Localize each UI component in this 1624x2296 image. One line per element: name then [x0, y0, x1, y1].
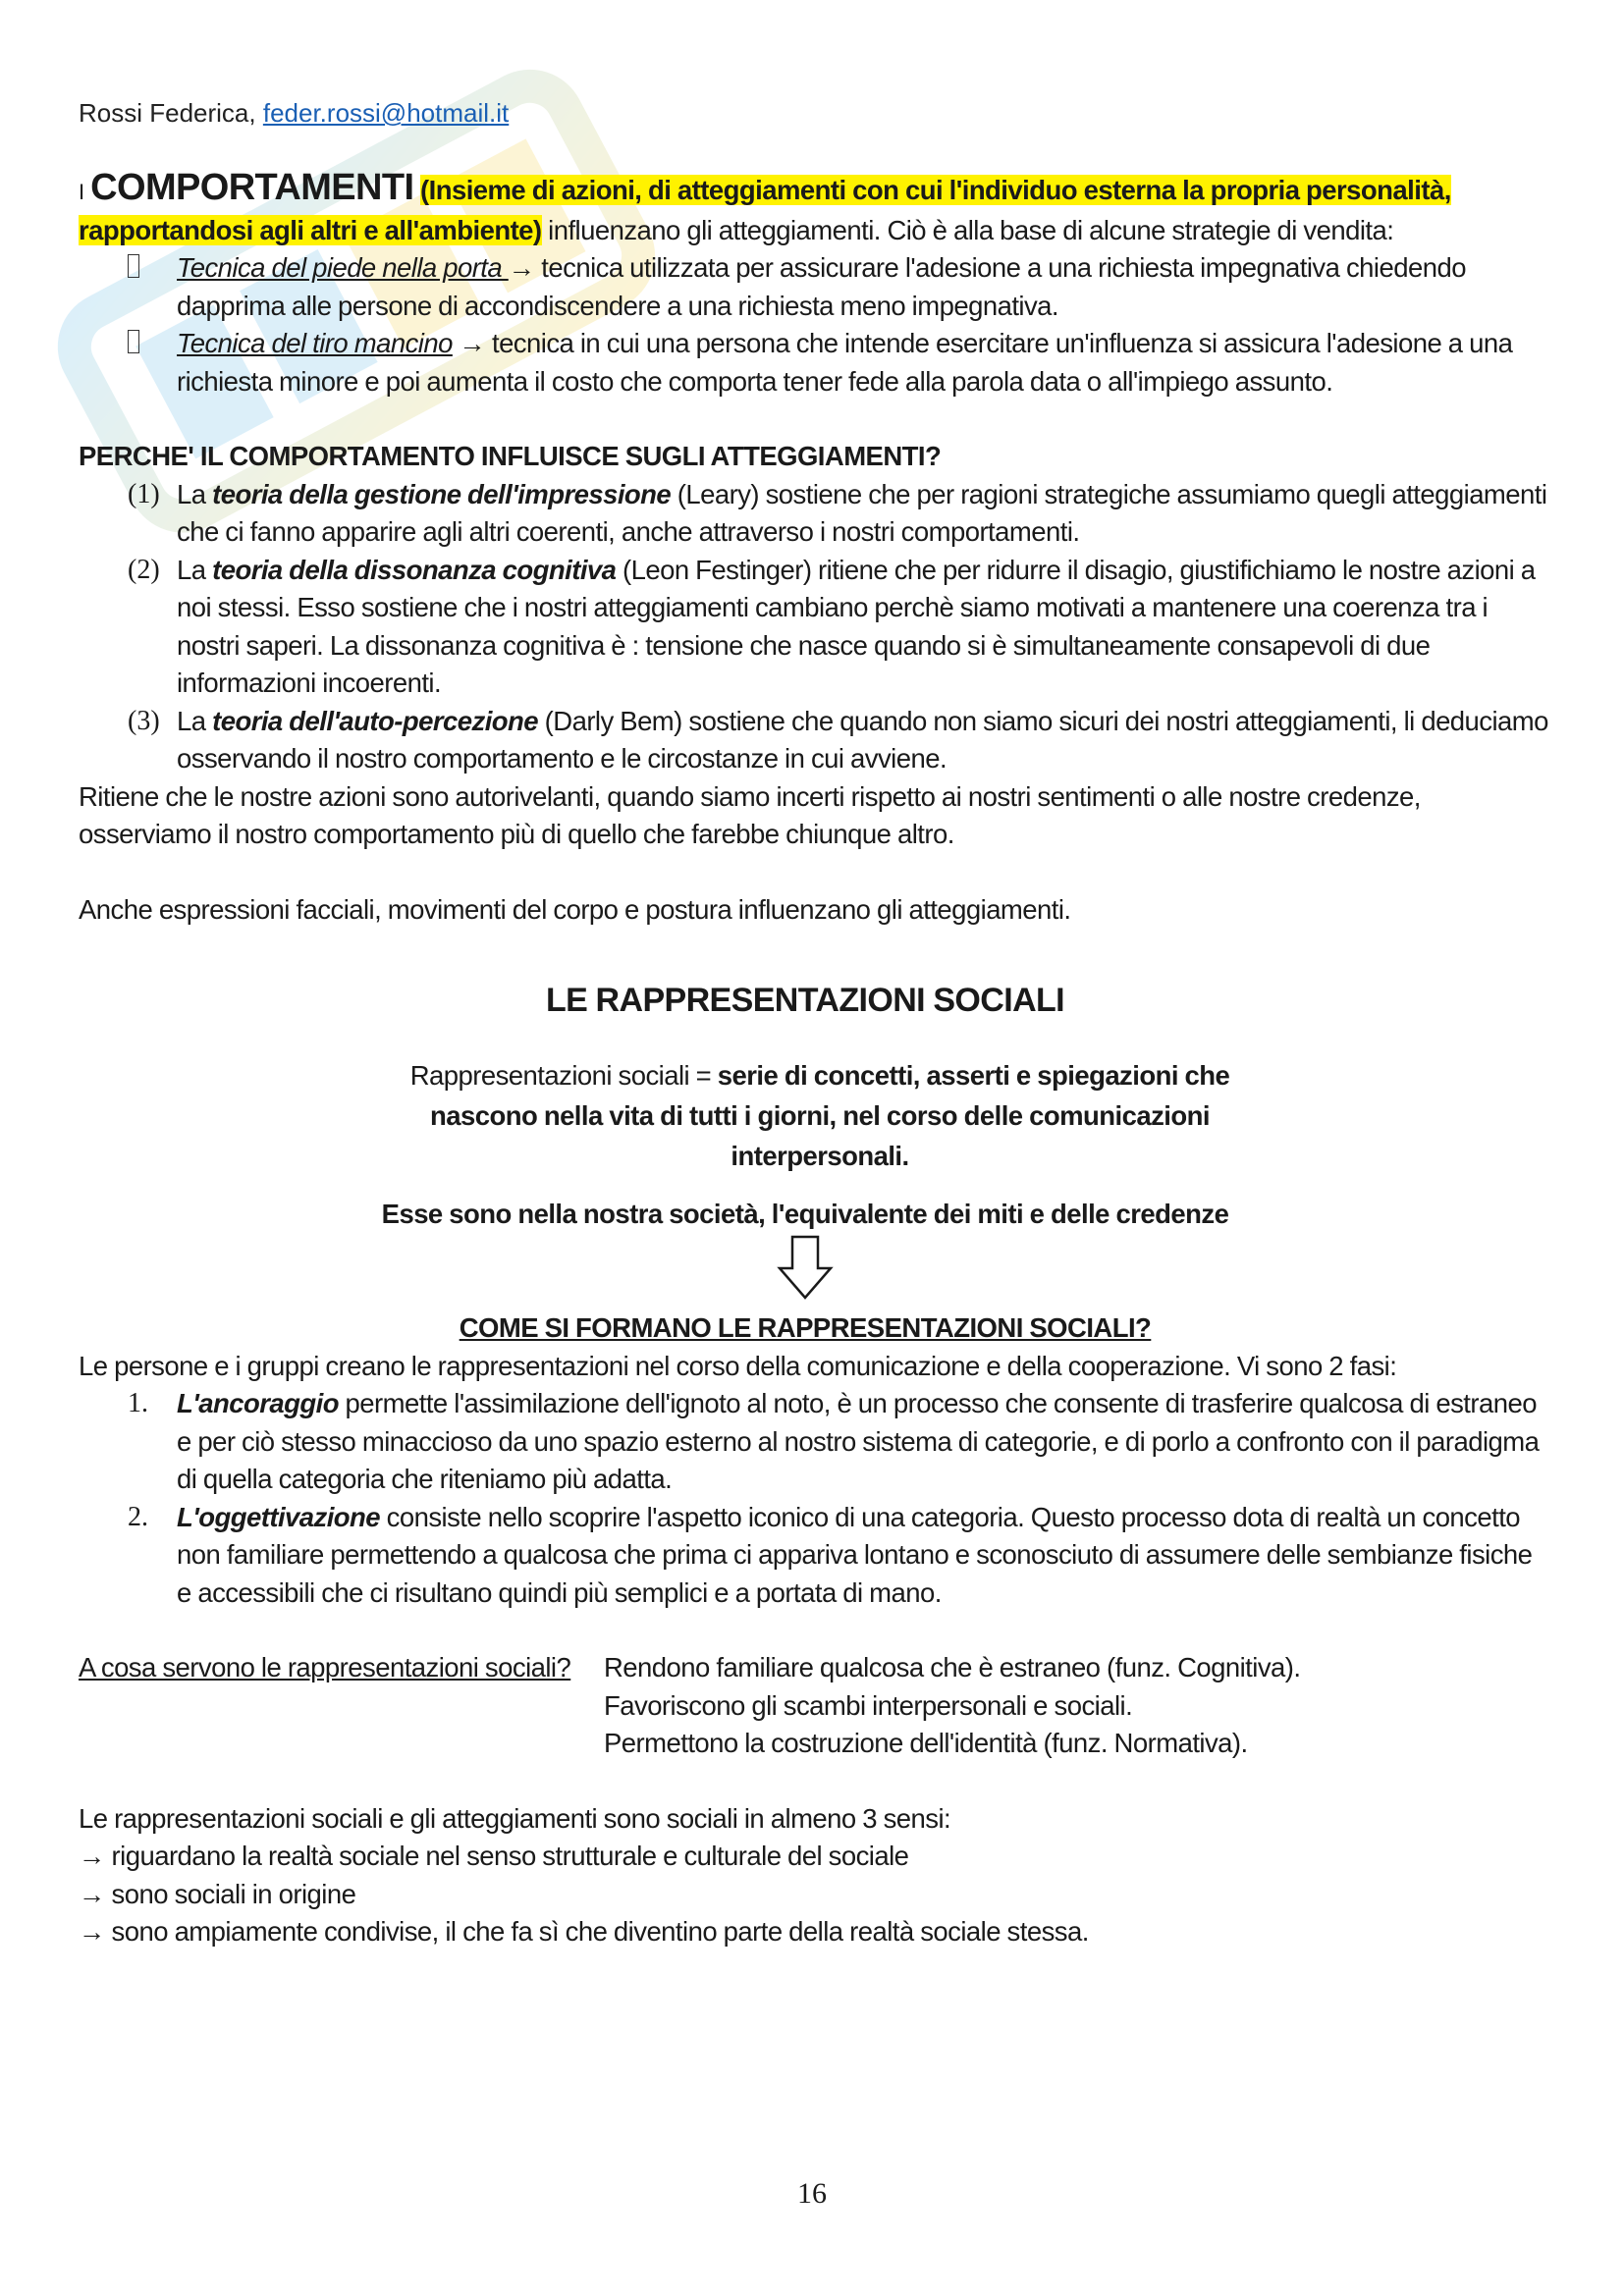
page-content — [79, 169, 1551, 1951]
why-also: Anche espressioni facciali, movimenti del corpo e postura influenzano gli atteggiamenti. — [79, 893, 1071, 925]
social-equivalent: Esse sono nella nostra società, l'equivalente dei miti e delle credenze — [381, 1198, 1229, 1229]
section-title: LE RAPPRESENTAZIONI SOCIALI — [545, 982, 1065, 1019]
theory-name: teoria dell'auto-percezione — [212, 705, 539, 736]
lead-mark: I — [79, 180, 84, 204]
list-item — [79, 1499, 1551, 1613]
definition-text: serie di concetti, asserti e spiegazioni che nascono nella vita di tutti i giorni, nel corso delle comunicazioni interpersonali. — [430, 1059, 1230, 1171]
senses-intro: Le rappresentazioni sociali e gli atteggiamenti sono sociali in almeno 3 sensi: — [79, 1802, 951, 1834]
bullet-box-icon — [128, 330, 139, 353]
theory-prefix: La — [177, 478, 213, 509]
phase-name: L'oggettivazione — [177, 1501, 381, 1532]
list-item — [79, 552, 1551, 703]
technique-name: Tecnica del tiro mancino — [177, 328, 453, 358]
purpose-item: Favoriscono gli scambi interpersonali e sociali. — [604, 1689, 1133, 1721]
page-number: 16 — [797, 2177, 827, 2210]
phase-name: L'ancoraggio — [177, 1388, 339, 1418]
phase-text: consiste nello scoprire l'aspetto iconico di una categoria. Questo processo dota di realtà un concetto non familiare permettendo a qualcosa che prima ci appariva lontano e sconosciuto di assumere delle sembianze fisiche e accessibili che ci risultano quindi più semplici e a portata di mano. — [177, 1501, 1533, 1608]
theory-number: (2) — [128, 554, 160, 585]
list-item — [79, 249, 1551, 325]
purpose-question: A cosa servono le rappresentazioni sociali? — [79, 1652, 571, 1682]
comportamenti-definition: (Insieme di azioni, di atteggiamenti con cui l'individuo esterna la propria personalità, rapportandosi agli altri e all'ambiente) — [79, 175, 1451, 245]
why-after: Ritiene che le nostre azioni sono autorivelanti, quando siamo incerti rispetto ai nostri sentimenti o alle nostre credenze, osserviamo il nostro comportamento più di quello che farebbe chiunque altro. — [79, 780, 1421, 849]
spacer — [79, 854, 1551, 891]
why-title — [79, 438, 1551, 476]
techniques-list — [79, 249, 1551, 400]
spacer — [79, 1612, 1551, 1649]
theory-number: (1) — [128, 478, 160, 509]
comportamenti-title: COMPORTAMENTI — [90, 167, 414, 208]
phase-number: 2. — [128, 1501, 148, 1532]
sense-item: → sono sociali in origine — [79, 1878, 356, 1909]
purpose-item: Rendono familiare qualcosa che è estraneo (funz. Cognitiva). — [604, 1652, 1301, 1682]
bullet-box-icon — [128, 254, 139, 278]
phase-text: permette l'assimilazione dell'ignoto al noto, è un processo che consente di trasferire qualcosa di estraneo e per ciò stesso minaccioso da uno spazio esterno al nostro sistema di categorie, e di porlo a confronto con il paradigma di quella categoria che riteniamo più adatta. — [177, 1388, 1540, 1494]
sense-item: → sono ampiamente condivise, il che fa sì che diventino parte della realtà sociale stessa. — [79, 1916, 1089, 1947]
theory-prefix: La — [177, 705, 213, 736]
theory-prefix: La — [177, 554, 213, 585]
technique-desc: → tecnica in cui una persona che intende esercitare un'influenza si assicura l'adesione a una richiesta minore e poi aumenta il costo che comporta tener fede alla parola data o all'impiego assunto. — [177, 328, 1513, 397]
page-header — [79, 98, 509, 129]
theory-name: teoria della dissonanza cognitiva — [212, 554, 617, 585]
spacer — [79, 1763, 1551, 1800]
author-email-link[interactable]: feder.rossi@hotmail.it — [262, 98, 510, 128]
technique-name: Tecnica del piede nella porta — [177, 252, 509, 283]
social-definition — [363, 1055, 1276, 1176]
how-title: COME SI FORMANO LE RAPPRESENTAZIONI SOCIALI? — [459, 1312, 1152, 1343]
definition-term: Rappresentazioni sociali = — [409, 1059, 718, 1091]
intro-rest: influenzano gli atteggiamenti. Ciò è alla base di alcune strategie di vendita: — [541, 214, 1394, 245]
list-item — [79, 325, 1551, 400]
author-name: Rossi Federica, — [79, 98, 256, 128]
list-item — [79, 703, 1551, 778]
technique-desc: → tecnica utilizzata per assicurare l'adesione a una richiesta impegnativa chiedendo dapprima alle persone di accondiscendere a una richiesta meno impegnativa. — [177, 252, 1466, 321]
phase-number: 1. — [128, 1388, 148, 1418]
how-intro: Le persone e i gruppi creano le rappresentazioni nel corso della comunicazione e della cooperazione. Vi sono 2 fasi: — [79, 1350, 1397, 1381]
sense-item: → riguardano la realtà sociale nel senso strutturale e culturale del sociale — [79, 1841, 909, 1871]
why-title-text: PERCHE' IL COMPORTAMENTO INFLUISCE SUGLI ATTEGGIAMENTI? — [79, 441, 942, 471]
theory-name: teoria della gestione dell'impressione — [212, 478, 672, 509]
list-item — [79, 1385, 1551, 1499]
theory-text: (Darly Bem) sostiene che quando non siamo sicuri dei nostri atteggiamenti, li deduciamo osservando il nostro comportamento e le circostanze in cui avviene. — [177, 705, 1548, 774]
theory-text: (Leon Festinger) ritiene che per ridurre il disagio, giustifichiamo le nostre azioni a noi stessi. Esso sostiene che i nostri atteggiamenti cambiano perchè siamo motivati a mantenere una coerenza tra i nostri saperi. La dissonanza cognitiva è : tensione che nasce quando si è simultaneamente consapevoli di due informazioni incoerenti. — [177, 554, 1536, 698]
purpose-item: Permettono la costruzione dell'identità (funz. Normativa). — [604, 1728, 1248, 1758]
theory-text: (Leary) sostiene che per ragioni strategiche assumiamo quegli atteggiamenti che ci fanno apparire agli altri coerenti, anche attraverso i nostri comportamenti. — [177, 478, 1547, 547]
phases-list — [79, 1385, 1551, 1612]
theory-number: (3) — [128, 705, 160, 736]
purpose-block — [79, 1649, 1551, 1763]
down-arrow-icon — [776, 1233, 835, 1302]
list-item — [79, 476, 1551, 552]
down-arrow — [79, 1233, 1551, 1309]
purpose-list — [604, 1649, 1300, 1763]
intro-paragraph — [79, 169, 1551, 249]
spacer — [79, 400, 1551, 438]
theories-list — [79, 476, 1551, 778]
